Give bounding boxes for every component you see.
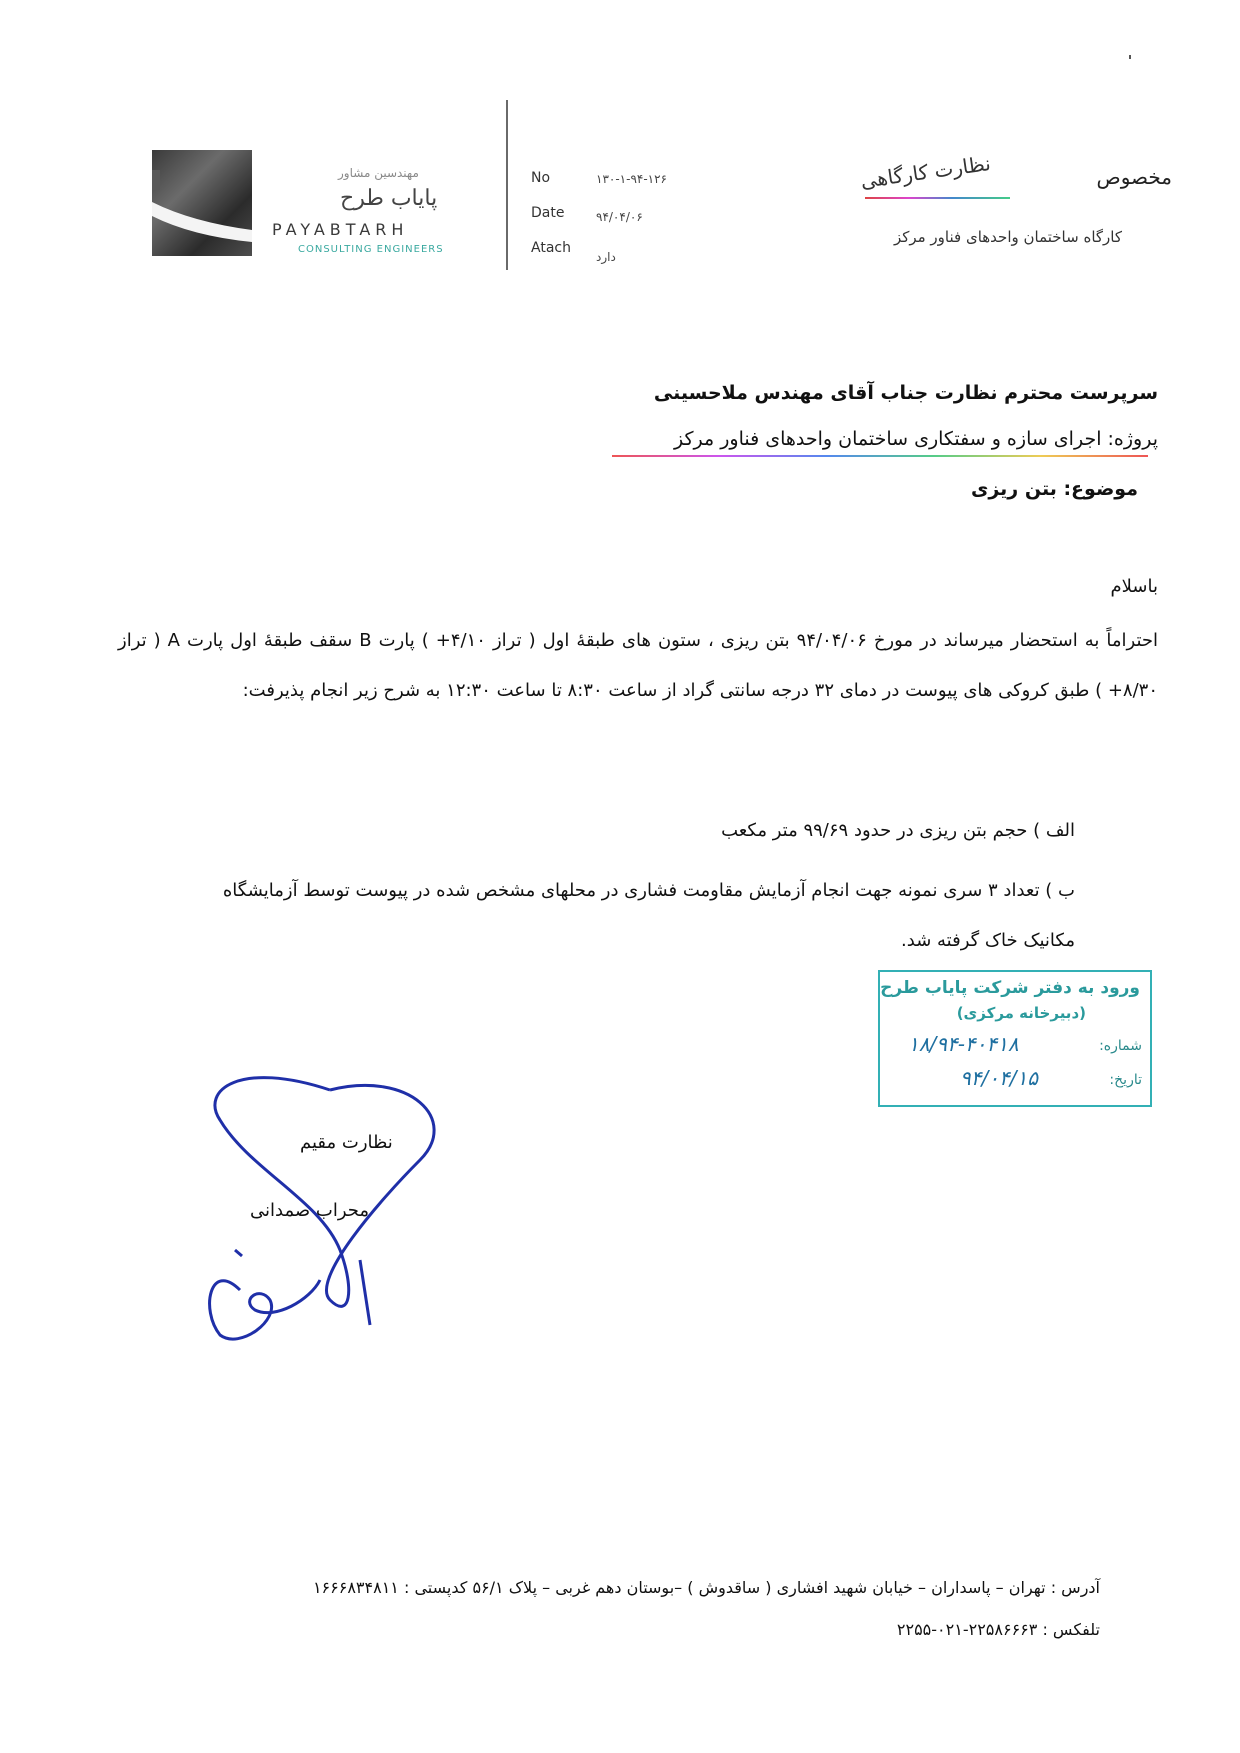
scan-speck xyxy=(1129,55,1131,59)
stamp-date-label: تاریخ: xyxy=(1109,1072,1142,1088)
footer-phone: تلفکس : ۲۲۵۸۶۶۶۳-۰۲۱-۲۲۵۵ xyxy=(896,1620,1100,1639)
stamp-date-value: ۹۴/۰۴/۱۵ xyxy=(960,1066,1038,1090)
project-line: پروژه: اجرای سازه و سفتکاری ساختمان واحدهای فناور مرکز xyxy=(674,428,1158,450)
signer-name: محراب صمدانی xyxy=(250,1200,370,1221)
workshop-handwritten-title: نظارت کارگاهی xyxy=(858,150,993,194)
workshop-subtitle: کارگاه ساختمان واحدهای فناور مرکز xyxy=(893,228,1122,246)
logo-swoosh-icon xyxy=(152,150,252,256)
signer-title: نظارت مقیم xyxy=(300,1132,393,1153)
receipt-stamp xyxy=(878,970,1152,1107)
workshop-title: مخصوص xyxy=(1096,165,1172,189)
stamp-number-label: شماره: xyxy=(1099,1038,1142,1054)
body-paragraph: احتراماً به استحضار میرساند در مورخ ۹۴/۰۴/۰۶ بتن ریزی ، ستون های طبقهٔ اول ( تراز ۴/۱۰+ ) پارت B سقف طبقهٔ اول پارت A ( تراز ۸/۳۰+ ) طبق کروکی های پیوست در دمای ۳۲ درجه سانتی گراد از ساعت ۸:۳۰ تا ساعت ۱۲:۳۰ به شرح زیر انجام پذیرفت: xyxy=(118,630,1159,701)
letter-date-label: Date xyxy=(531,205,565,221)
letter-attach-label: Atach xyxy=(531,240,571,256)
letter-number-label: No xyxy=(531,170,551,186)
header-divider xyxy=(506,100,508,270)
workshop-underline xyxy=(865,197,1010,199)
stamp-number-value: ۱۸/۹۴-۴۰۴۱۸ xyxy=(908,1032,1019,1056)
letter-attach-value: دارد xyxy=(596,250,616,264)
stamp-subtitle: (دبیرخانه مرکزی) xyxy=(956,1004,1086,1022)
logo-en-subtitle: CONSULTING ENGINEERS xyxy=(298,244,444,255)
logo-en-name: PAYABTARH xyxy=(272,220,409,239)
body-item-a: الف ) حجم بتن ریزی در حدود ۹۹/۶۹ متر مکعب xyxy=(721,820,1075,841)
footer-address: آدرس : تهران – پاسداران – خیابان شهید افشاری ( ساقدوش ) –بوستان دهم غربی – پلاک ۵۶/۱ کدپستی : ۱۶۶۶۸۳۴۸۱۱ xyxy=(312,1578,1100,1597)
recipient-line: سرپرست محترم نظارت جناب آقای مهندس ملاحسینی xyxy=(653,382,1158,404)
greeting: باسلام xyxy=(1110,576,1158,597)
subject-line: موضوع: بتن ریزی xyxy=(970,478,1138,500)
logo-fa-name: پایاب طرح xyxy=(340,186,438,211)
letter-date-value: ۹۴/۰۴/۰۶ xyxy=(596,210,643,224)
stamp-title: ورود به دفتر شرکت پایاب طرح xyxy=(880,978,1140,998)
body-item-b: ب ) تعداد ۳ سری نمونه جهت انجام آزمایش مقاومت فشاری در محلهای مشخص شده در پیوست توسط آزمایشگاه مکانیک خاک گرفته شد. xyxy=(222,880,1075,951)
letter-number-value: ۱۳۰-۱-۹۴-۱۲۶ xyxy=(596,172,667,186)
project-underline xyxy=(612,455,1148,457)
logo-fa-subtitle: مهندسین مشاور xyxy=(338,166,419,180)
